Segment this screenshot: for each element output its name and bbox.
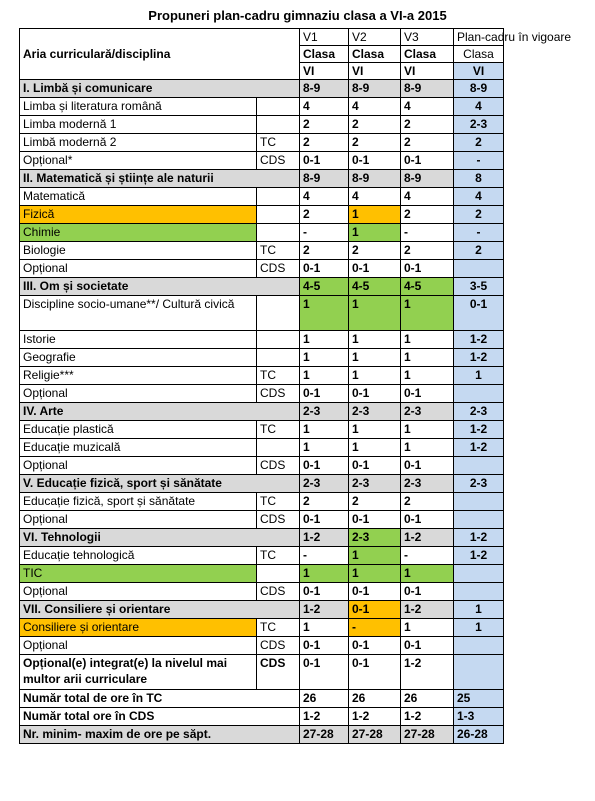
value-v2: 2-3 bbox=[349, 529, 401, 547]
version-2-header: V2 bbox=[349, 29, 401, 46]
row-name: Chimie bbox=[20, 224, 257, 242]
value-v3: 8-9 bbox=[401, 80, 454, 98]
value-v3: 1 bbox=[401, 367, 454, 385]
row-name: Educație tehnologică bbox=[20, 547, 257, 565]
row-type: CDS bbox=[257, 637, 300, 655]
row-type: TC bbox=[257, 421, 300, 439]
value-v1: 2-3 bbox=[300, 403, 349, 421]
value-v2: 1 bbox=[349, 421, 401, 439]
table-row bbox=[20, 583, 504, 601]
table-row bbox=[20, 511, 504, 529]
value-v3: 2-3 bbox=[401, 403, 454, 421]
value-v2: 1 bbox=[349, 224, 401, 242]
row-type: CDS bbox=[257, 457, 300, 475]
row-type: CDS bbox=[257, 655, 300, 690]
value-current: 2-3 bbox=[454, 116, 504, 134]
row-name: III. Om și societate bbox=[20, 278, 300, 296]
table-row bbox=[20, 296, 504, 331]
page-title: Propuneri plan-cadru gimnaziu clasa a VI-a 2015 bbox=[148, 8, 447, 23]
value-v3: - bbox=[401, 547, 454, 565]
table-row bbox=[20, 331, 504, 349]
class-value-v2: VI bbox=[349, 63, 401, 80]
row-name: Limbă modernă 2 bbox=[20, 134, 257, 152]
value-v3: 1 bbox=[401, 439, 454, 457]
value-v2: 1-2 bbox=[349, 708, 401, 726]
value-v1: 0-1 bbox=[300, 655, 349, 690]
value-current: 2 bbox=[454, 134, 504, 152]
table-row bbox=[20, 690, 504, 708]
header-row-versions bbox=[20, 29, 504, 46]
value-v1: 27-28 bbox=[300, 726, 349, 744]
table-row bbox=[20, 260, 504, 278]
table-row bbox=[20, 475, 504, 493]
value-v3: 2 bbox=[401, 206, 454, 224]
row-name: Limba modernă 1 bbox=[20, 116, 257, 134]
value-v1: - bbox=[300, 224, 349, 242]
table-row bbox=[20, 493, 504, 511]
table-row bbox=[20, 152, 504, 170]
value-current bbox=[454, 493, 504, 511]
value-v1: 1 bbox=[300, 296, 349, 331]
value-v1: 2 bbox=[300, 206, 349, 224]
value-current: 1 bbox=[454, 601, 504, 619]
row-name: Educație muzicală bbox=[20, 439, 257, 457]
value-v1: 2-3 bbox=[300, 475, 349, 493]
value-current: 2-3 bbox=[454, 403, 504, 421]
row-name: Limba și literatura română bbox=[20, 98, 257, 116]
class-value-v3: VI bbox=[401, 63, 454, 80]
value-v1: 0-1 bbox=[300, 152, 349, 170]
row-name: Opțional bbox=[20, 583, 257, 601]
value-v3: 27-28 bbox=[401, 726, 454, 744]
value-v3: - bbox=[401, 224, 454, 242]
value-v1: 2 bbox=[300, 242, 349, 260]
row-type: CDS bbox=[257, 260, 300, 278]
class-value-current: VI bbox=[454, 63, 504, 80]
row-type: CDS bbox=[257, 152, 300, 170]
curriculum-table bbox=[19, 28, 572, 744]
class-label-v1: Clasa bbox=[300, 46, 349, 63]
row-type bbox=[257, 565, 300, 583]
value-v1: 0-1 bbox=[300, 385, 349, 403]
row-type: CDS bbox=[257, 385, 300, 403]
value-v3: 1 bbox=[401, 619, 454, 637]
value-v3: 2 bbox=[401, 116, 454, 134]
value-v2: 0-1 bbox=[349, 655, 401, 690]
value-v3: 0-1 bbox=[401, 385, 454, 403]
row-name: IV. Arte bbox=[20, 403, 300, 421]
value-v2: 1 bbox=[349, 296, 401, 331]
row-name: VI. Tehnologii bbox=[20, 529, 300, 547]
value-current: 4 bbox=[454, 188, 504, 206]
value-current: 1-2 bbox=[454, 331, 504, 349]
value-v2: 0-1 bbox=[349, 637, 401, 655]
value-v2: 0-1 bbox=[349, 601, 401, 619]
row-name: TIC bbox=[20, 565, 257, 583]
table-row bbox=[20, 206, 504, 224]
value-v1: 1 bbox=[300, 565, 349, 583]
value-current: 0-1 bbox=[454, 296, 504, 331]
class-label-current: Clasa bbox=[454, 46, 504, 63]
value-v2: - bbox=[349, 619, 401, 637]
row-type: TC bbox=[257, 493, 300, 511]
row-name: Consiliere și orientare bbox=[20, 619, 257, 637]
area-header: Aria curriculară/disciplina bbox=[20, 29, 300, 80]
row-type: CDS bbox=[257, 511, 300, 529]
value-v3: 2 bbox=[401, 242, 454, 260]
class-label-v2: Clasa bbox=[349, 46, 401, 63]
value-v3: 26 bbox=[401, 690, 454, 708]
table-row bbox=[20, 655, 504, 690]
table-row bbox=[20, 349, 504, 367]
value-v2: 0-1 bbox=[349, 152, 401, 170]
value-v2: 2-3 bbox=[349, 475, 401, 493]
table-row bbox=[20, 619, 504, 637]
row-name: Opțional bbox=[20, 457, 257, 475]
value-v1: 1 bbox=[300, 367, 349, 385]
value-v1: 4-5 bbox=[300, 278, 349, 296]
value-current: 2 bbox=[454, 206, 504, 224]
value-v2: 2 bbox=[349, 116, 401, 134]
current-plan-header: Plan-cadru în vigoare bbox=[454, 29, 504, 46]
row-name: Opțional bbox=[20, 260, 257, 278]
value-current: 1 bbox=[454, 619, 504, 637]
value-v1: - bbox=[300, 547, 349, 565]
value-v2: 0-1 bbox=[349, 385, 401, 403]
table-row bbox=[20, 637, 504, 655]
value-v3: 1 bbox=[401, 331, 454, 349]
value-v3: 8-9 bbox=[401, 170, 454, 188]
value-v2: 1 bbox=[349, 439, 401, 457]
value-v2: 26 bbox=[349, 690, 401, 708]
value-current bbox=[454, 565, 504, 583]
value-v1: 0-1 bbox=[300, 637, 349, 655]
row-type bbox=[257, 296, 300, 331]
table-row bbox=[20, 457, 504, 475]
row-type bbox=[257, 331, 300, 349]
value-v2: 0-1 bbox=[349, 457, 401, 475]
value-current bbox=[454, 655, 504, 690]
table-row bbox=[20, 439, 504, 457]
value-v3: 0-1 bbox=[401, 152, 454, 170]
value-v1: 1 bbox=[300, 439, 349, 457]
value-v3: 0-1 bbox=[401, 457, 454, 475]
value-current: 4 bbox=[454, 98, 504, 116]
value-v3: 4 bbox=[401, 98, 454, 116]
value-v1: 1 bbox=[300, 421, 349, 439]
value-v1: 4 bbox=[300, 98, 349, 116]
row-type: TC bbox=[257, 242, 300, 260]
row-type: TC bbox=[257, 619, 300, 637]
row-name: Educație fizică, sport și sănătate bbox=[20, 493, 257, 511]
value-current bbox=[454, 511, 504, 529]
value-current: 1-2 bbox=[454, 421, 504, 439]
row-name: Educație plastică bbox=[20, 421, 257, 439]
table-row bbox=[20, 188, 504, 206]
value-v1: 2 bbox=[300, 116, 349, 134]
value-v2: 2 bbox=[349, 242, 401, 260]
row-name: Religie*** bbox=[20, 367, 257, 385]
value-v2: 2-3 bbox=[349, 403, 401, 421]
row-name: Fizică bbox=[20, 206, 257, 224]
table-row bbox=[20, 134, 504, 152]
value-current: - bbox=[454, 224, 504, 242]
value-v1: 2 bbox=[300, 134, 349, 152]
value-v2: 2 bbox=[349, 493, 401, 511]
version-1-header: V1 bbox=[300, 29, 349, 46]
table-row bbox=[20, 116, 504, 134]
value-v3: 1-2 bbox=[401, 601, 454, 619]
row-type bbox=[257, 349, 300, 367]
value-v1: 1-2 bbox=[300, 529, 349, 547]
value-v2: 0-1 bbox=[349, 260, 401, 278]
value-current: 26-28 bbox=[454, 726, 504, 744]
row-type bbox=[257, 439, 300, 457]
row-type bbox=[257, 224, 300, 242]
value-current bbox=[454, 260, 504, 278]
value-v1: 1 bbox=[300, 349, 349, 367]
value-v3: 1-2 bbox=[401, 655, 454, 690]
value-current: - bbox=[454, 152, 504, 170]
row-type bbox=[257, 98, 300, 116]
value-v3: 4 bbox=[401, 188, 454, 206]
value-current: 1-2 bbox=[454, 439, 504, 457]
version-3-header: V3 bbox=[401, 29, 454, 46]
class-label-v3: Clasa bbox=[401, 46, 454, 63]
value-v2: 1 bbox=[349, 565, 401, 583]
value-v1: 1-2 bbox=[300, 601, 349, 619]
table-row bbox=[20, 242, 504, 260]
value-v2: 1 bbox=[349, 547, 401, 565]
class-value-v1: VI bbox=[300, 63, 349, 80]
value-v3: 0-1 bbox=[401, 260, 454, 278]
row-name: Biologie bbox=[20, 242, 257, 260]
value-v1: 1 bbox=[300, 331, 349, 349]
value-v1: 2 bbox=[300, 493, 349, 511]
row-type: TC bbox=[257, 367, 300, 385]
value-v3: 2-3 bbox=[401, 475, 454, 493]
table-row bbox=[20, 403, 504, 421]
value-v2: 8-9 bbox=[349, 80, 401, 98]
value-current bbox=[454, 637, 504, 655]
value-current: 3-5 bbox=[454, 278, 504, 296]
row-name: V. Educație fizică, sport și sănătate bbox=[20, 475, 300, 493]
value-v1: 26 bbox=[300, 690, 349, 708]
value-v1: 8-9 bbox=[300, 80, 349, 98]
value-current: 25 bbox=[454, 690, 504, 708]
table-row bbox=[20, 80, 504, 98]
value-v3: 1 bbox=[401, 421, 454, 439]
value-current: 1-2 bbox=[454, 349, 504, 367]
value-v3: 1 bbox=[401, 296, 454, 331]
table-row bbox=[20, 421, 504, 439]
value-v1: 1 bbox=[300, 619, 349, 637]
value-v1: 4 bbox=[300, 188, 349, 206]
row-type: CDS bbox=[257, 583, 300, 601]
value-v2: 4 bbox=[349, 98, 401, 116]
row-name: Istorie bbox=[20, 331, 257, 349]
value-v2: 0-1 bbox=[349, 511, 401, 529]
row-type bbox=[257, 188, 300, 206]
value-current: 1-2 bbox=[454, 529, 504, 547]
table-row bbox=[20, 601, 504, 619]
value-v1: 1-2 bbox=[300, 708, 349, 726]
value-current: 1 bbox=[454, 367, 504, 385]
value-v3: 0-1 bbox=[401, 637, 454, 655]
table-row bbox=[20, 224, 504, 242]
row-name: Opțional bbox=[20, 637, 257, 655]
value-v2: 1 bbox=[349, 206, 401, 224]
value-current bbox=[454, 457, 504, 475]
table-row bbox=[20, 170, 504, 188]
table-row bbox=[20, 726, 504, 744]
value-v1: 0-1 bbox=[300, 511, 349, 529]
value-current: 2-3 bbox=[454, 475, 504, 493]
value-v1: 8-9 bbox=[300, 170, 349, 188]
row-name: Discipline socio-umane**/ Cultură civică bbox=[20, 296, 257, 331]
value-current: 2 bbox=[454, 242, 504, 260]
value-current: 8 bbox=[454, 170, 504, 188]
row-name: Geografie bbox=[20, 349, 257, 367]
row-type bbox=[257, 206, 300, 224]
value-v2: 1 bbox=[349, 367, 401, 385]
table-row bbox=[20, 385, 504, 403]
table-row bbox=[20, 547, 504, 565]
value-v2: 2 bbox=[349, 134, 401, 152]
value-v3: 4-5 bbox=[401, 278, 454, 296]
row-name: VII. Consiliere și orientare bbox=[20, 601, 300, 619]
value-v2: 1 bbox=[349, 331, 401, 349]
value-v3: 2 bbox=[401, 493, 454, 511]
row-name: II. Matematică și științe ale naturii bbox=[20, 170, 300, 188]
row-type: TC bbox=[257, 547, 300, 565]
table-row bbox=[20, 367, 504, 385]
row-name: Opțional* bbox=[20, 152, 257, 170]
value-v3: 1 bbox=[401, 349, 454, 367]
table-row bbox=[20, 565, 504, 583]
value-v3: 1-2 bbox=[401, 529, 454, 547]
value-current: 1-3 bbox=[454, 708, 504, 726]
value-v2: 27-28 bbox=[349, 726, 401, 744]
value-v2: 1 bbox=[349, 349, 401, 367]
table-row bbox=[20, 529, 504, 547]
row-name: I. Limbă și comunicare bbox=[20, 80, 300, 98]
value-v2: 0-1 bbox=[349, 583, 401, 601]
value-v3: 1-2 bbox=[401, 708, 454, 726]
value-v2: 4 bbox=[349, 188, 401, 206]
row-name: Număr total de ore în TC bbox=[20, 690, 300, 708]
row-name: Număr total ore în CDS bbox=[20, 708, 300, 726]
row-name: Opțional(e) integrat(e) la nivelul mai multor arii curriculare bbox=[20, 655, 257, 690]
value-v2: 4-5 bbox=[349, 278, 401, 296]
value-current: 8-9 bbox=[454, 80, 504, 98]
value-v3: 1 bbox=[401, 565, 454, 583]
table-row bbox=[20, 98, 504, 116]
value-current: 1-2 bbox=[454, 547, 504, 565]
value-v1: 0-1 bbox=[300, 457, 349, 475]
row-type bbox=[257, 116, 300, 134]
value-v1: 0-1 bbox=[300, 260, 349, 278]
row-name: Opțional bbox=[20, 511, 257, 529]
row-name: Matematică bbox=[20, 188, 257, 206]
value-v2: 8-9 bbox=[349, 170, 401, 188]
value-current bbox=[454, 583, 504, 601]
value-v3: 0-1 bbox=[401, 583, 454, 601]
row-type: TC bbox=[257, 134, 300, 152]
row-name: Nr. minim- maxim de ore pe săpt. bbox=[20, 726, 300, 744]
value-current bbox=[454, 385, 504, 403]
row-name: Opțional bbox=[20, 385, 257, 403]
value-v3: 2 bbox=[401, 134, 454, 152]
table-row bbox=[20, 708, 504, 726]
value-v1: 0-1 bbox=[300, 583, 349, 601]
value-v3: 0-1 bbox=[401, 511, 454, 529]
table-row bbox=[20, 278, 504, 296]
